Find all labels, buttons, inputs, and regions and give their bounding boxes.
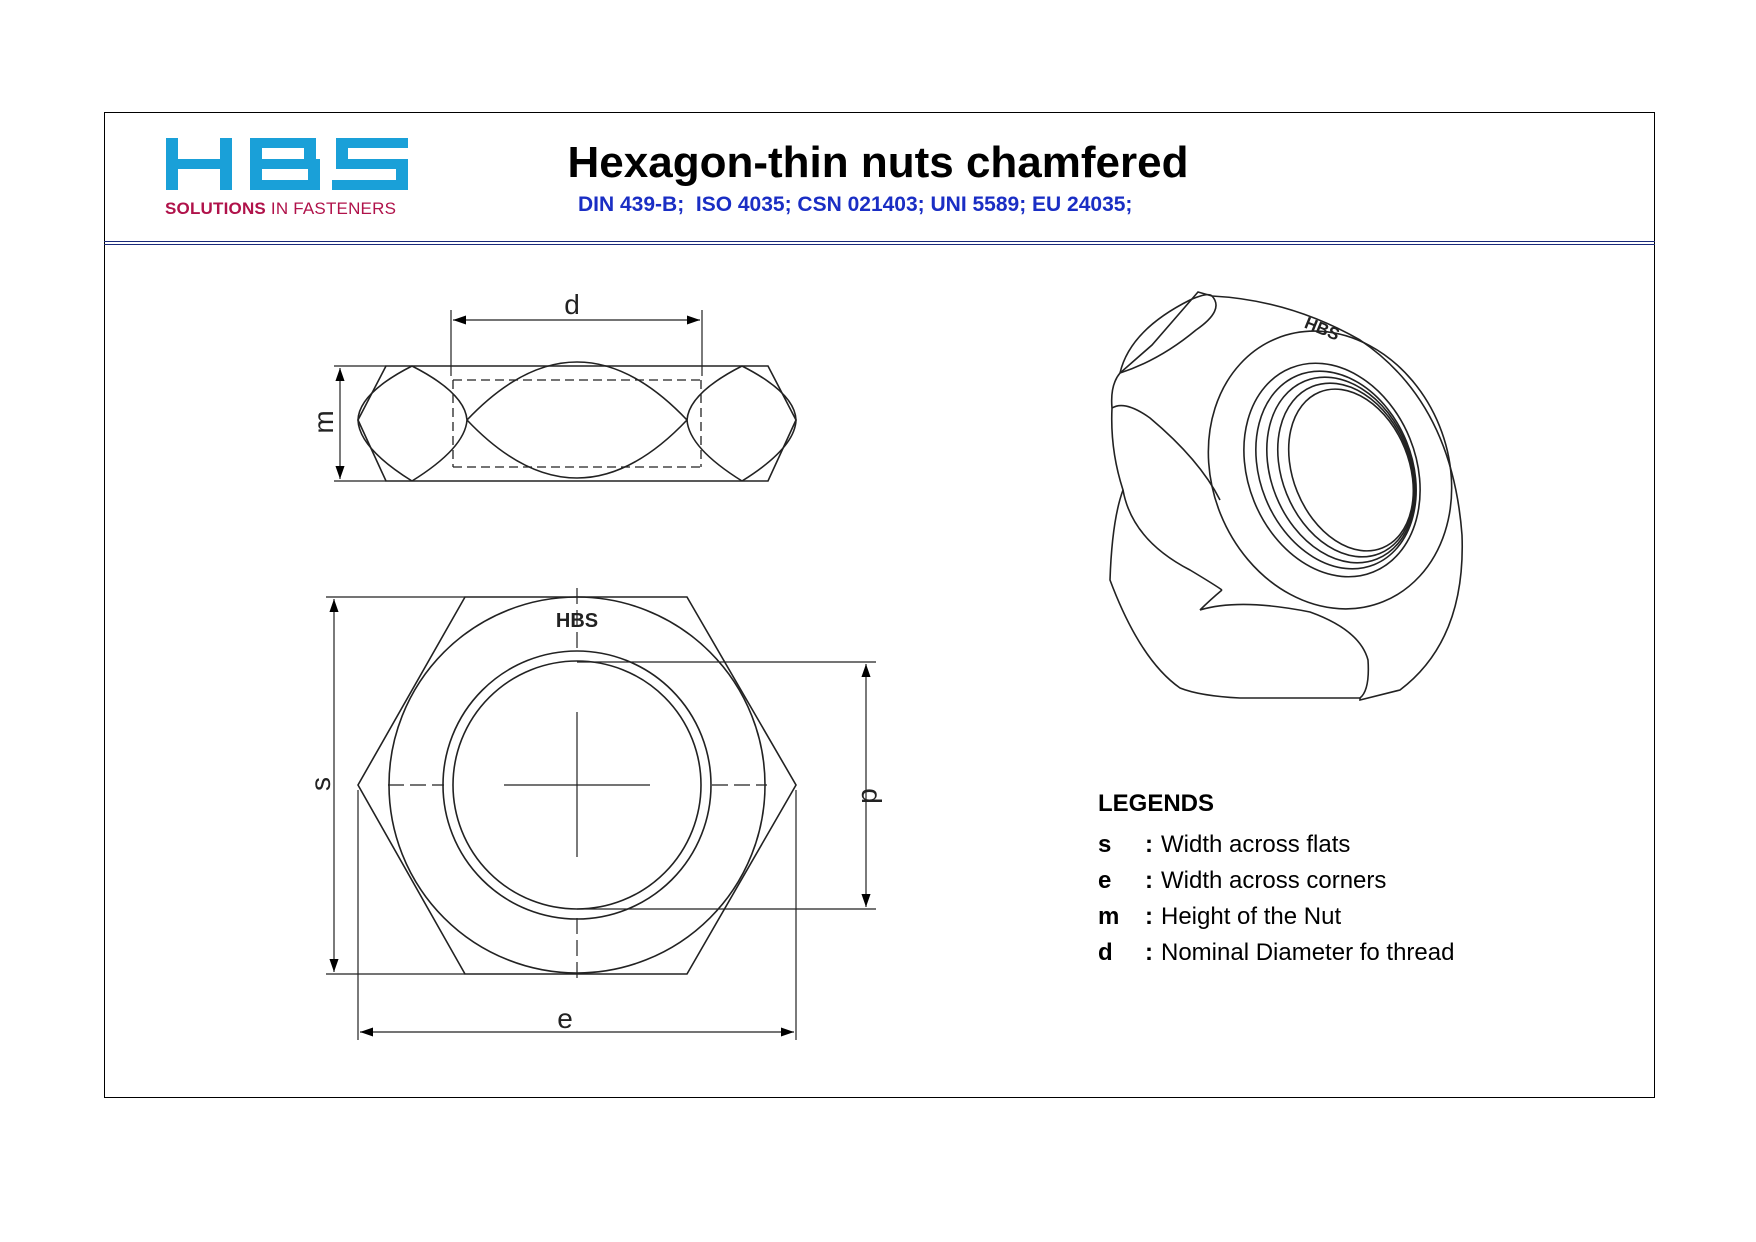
legend-text: Width across corners [1161,867,1387,894]
iso-view-side-face-bottom [1200,604,1368,698]
top-view-centerlines [388,588,767,984]
legends-title: LEGENDS [1098,790,1215,817]
top-view [326,588,876,1040]
side-view-arc-right-inner [687,366,742,481]
side-view-arc-left-inner [412,366,467,481]
legends-panel [1098,790,1558,971]
legend-separator: : [1145,903,1153,930]
legend-separator: : [1145,939,1153,966]
side-view-outline [358,366,796,481]
legend-item [1098,863,1558,899]
legend-key: m [1098,903,1120,930]
side-view-dim-m-label: m [308,410,339,434]
legend-item [1098,827,1558,863]
side-view [334,310,796,481]
legend-item [1098,935,1558,971]
iso-view-side-face-mid [1123,490,1222,590]
side-view-arc-right [742,366,796,481]
legend-key: s [1098,831,1112,858]
legend-text: Height of the Nut [1161,903,1342,930]
standards-line: DIN 439-B; ISO 4035; CSN 021403; UNI 5589; EU 24035; [578,193,1133,216]
side-view-dim-d-label: d [564,289,580,320]
legend-text: Width across flats [1161,831,1351,858]
legend-separator: : [1145,831,1153,858]
iso-view-bore-outer [1213,337,1451,604]
legend-key: e [1098,867,1112,894]
page-title: Hexagon-thin nuts chamfered [567,138,1189,187]
side-view-hidden-bore [453,380,701,467]
logo-tagline-rest: IN FASTENERS [265,199,397,218]
top-view-marking: HBS [555,610,599,632]
iso-view-marking: HBS [1301,313,1343,345]
iso-view-side-face-top [1112,406,1220,500]
legend-text: Nominal Diameter fo thread [1161,939,1455,966]
side-view-arc-left [358,366,412,481]
iso-view [1110,292,1493,700]
top-view-dim-e-label: e [557,1003,573,1034]
legend-item [1098,899,1558,935]
top-view-dim-s-label: s [305,777,336,791]
top-view-dim-d-label: d [856,788,887,804]
legend-separator: : [1145,867,1153,894]
logo-tagline-strong: SOLUTIONS [165,199,266,218]
iso-view-chamfer-ellipse [1167,294,1492,646]
legend-key: d [1098,939,1113,966]
